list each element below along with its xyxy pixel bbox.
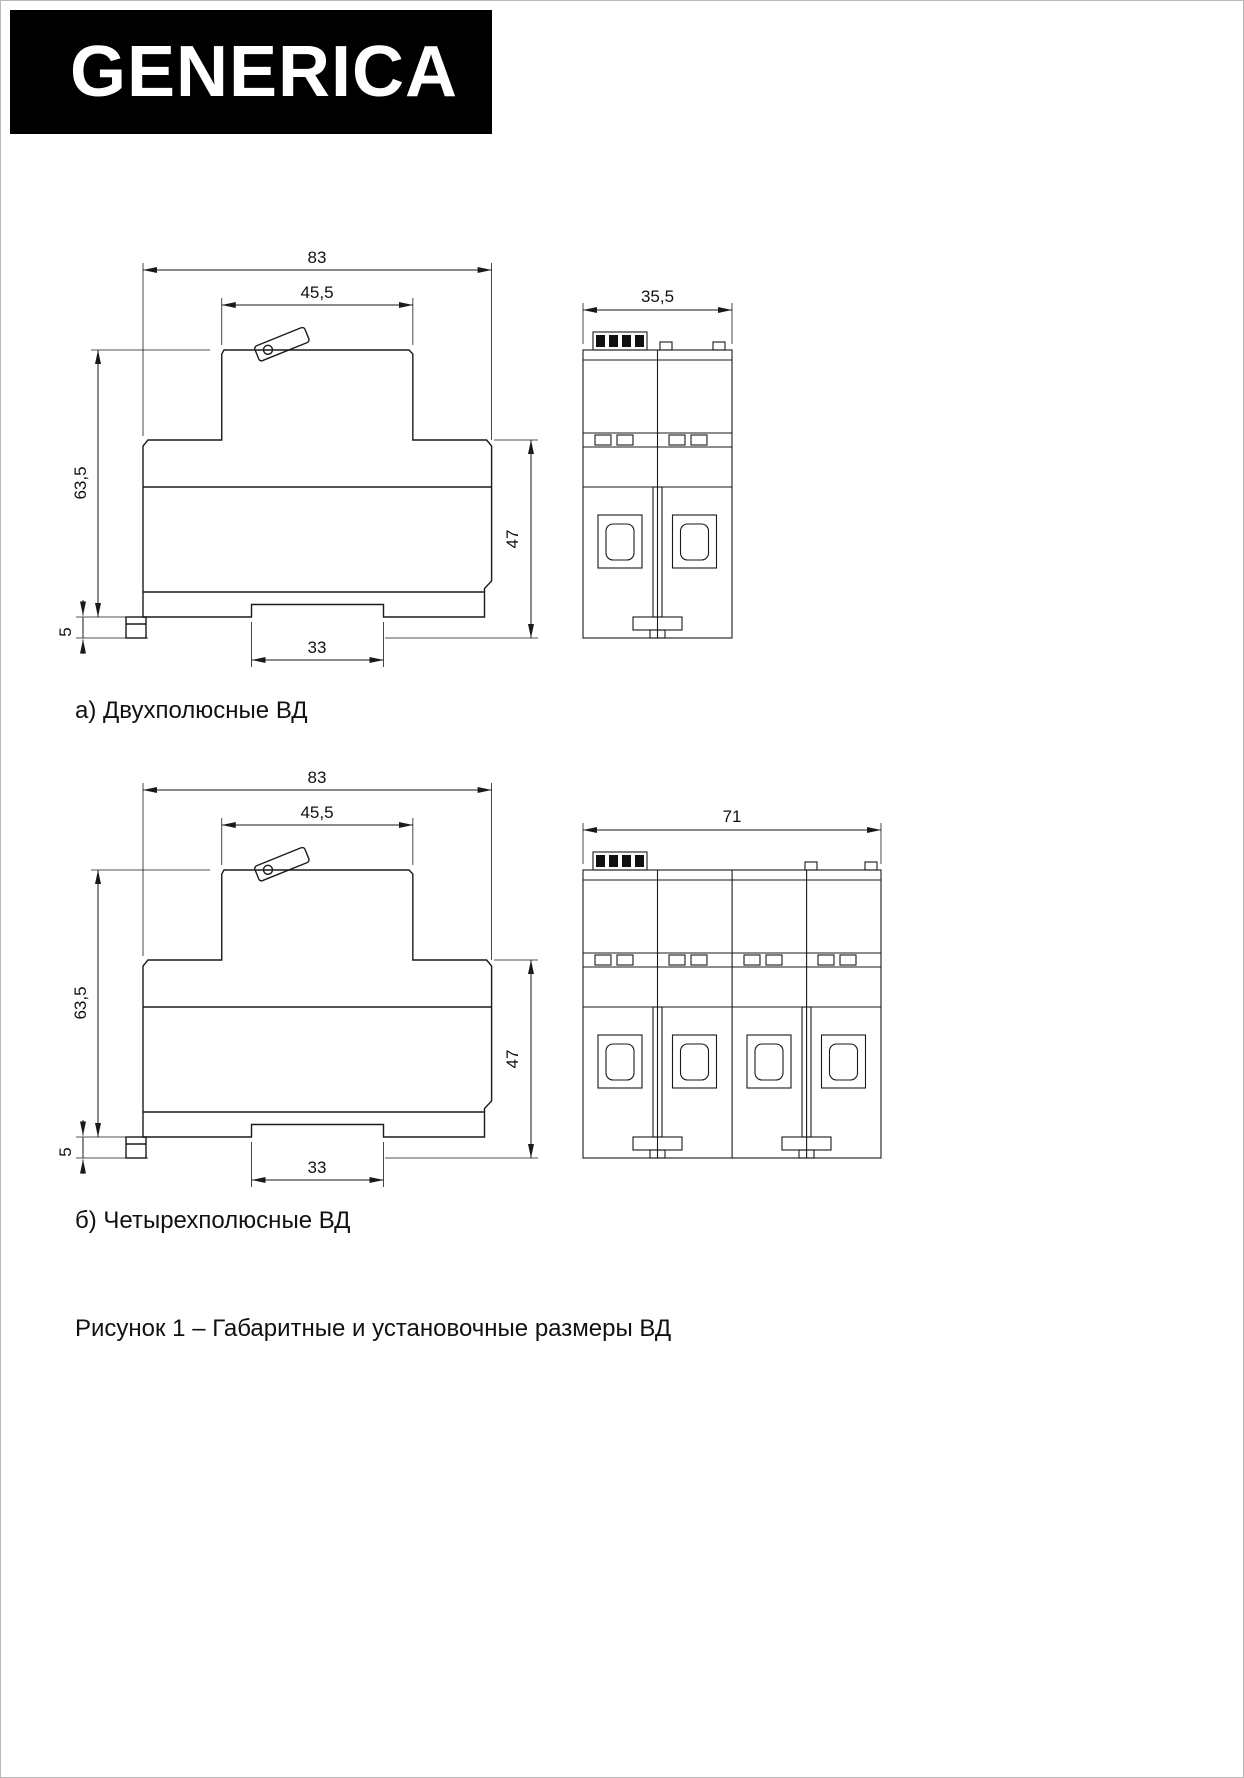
- figure-b-extension-lines: [76, 783, 538, 1187]
- din-clip: [126, 617, 146, 638]
- dim-clip-depth: 5: [56, 1147, 75, 1157]
- figure-a-drawing: [50, 240, 1180, 680]
- figure-b-front-view: [583, 852, 881, 1158]
- figure-a-label: а) Двухполюсные ВД: [75, 697, 308, 724]
- figure-a-front-view: [583, 332, 732, 638]
- figure-b-dimension-lines: [83, 790, 531, 1180]
- dim-rail-slot-width: 33: [307, 1158, 327, 1177]
- dim-handle-width: 45,5: [300, 803, 334, 822]
- dim-clip-depth: 5: [56, 627, 75, 637]
- dim-height-body: 47: [503, 1049, 522, 1069]
- dim-height-total: 63,5: [71, 986, 90, 1020]
- figure-a-side-view: [126, 327, 492, 638]
- brand-logo-text: GENERICA: [70, 32, 459, 112]
- dim-rail-slot-width: 33: [307, 638, 327, 657]
- figure-a-dimension-lines: [83, 270, 531, 660]
- din-clip: [126, 1137, 146, 1158]
- dim-front-width: 35,5: [640, 287, 675, 306]
- figure-b-label: б) Четырехполюсные ВД: [75, 1207, 351, 1234]
- figure-b-drawing: [50, 760, 1180, 1200]
- figure-a-front-extension-lines: [583, 303, 732, 344]
- dim-height-total: 63,5: [71, 466, 90, 500]
- figure-caption: Рисунок 1 – Габаритные и установочные размеры ВД: [75, 1315, 672, 1342]
- brand-logo: [10, 10, 492, 134]
- dim-front-width: 71: [722, 807, 742, 826]
- figure-a-extension-lines: [76, 263, 538, 667]
- toggle-lever-icon: [254, 327, 310, 362]
- dim-handle-width: 45,5: [300, 283, 334, 302]
- dim-height-body: 47: [503, 529, 522, 549]
- dim-overall-width: 83: [307, 248, 327, 267]
- dim-overall-width: 83: [307, 768, 327, 787]
- figure-b-side-view: [126, 847, 492, 1158]
- toggle-lever-icon: [254, 847, 310, 882]
